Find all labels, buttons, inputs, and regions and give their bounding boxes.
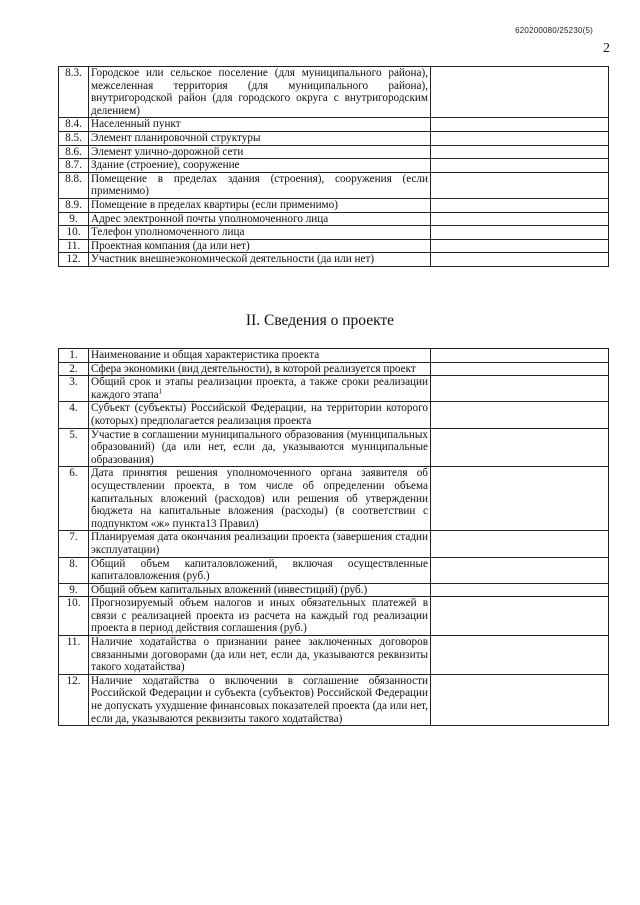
table-row (59, 597, 609, 636)
row-description-text: Элемент планировочной структуры (91, 131, 261, 144)
row-number: 8.7. (59, 159, 89, 173)
row-value-cell[interactable] (431, 131, 609, 145)
row-value-cell[interactable] (431, 145, 609, 159)
page-number: 2 (603, 41, 610, 56)
row-number: 8.8. (59, 172, 89, 198)
row-description (89, 172, 431, 198)
row-description (89, 159, 431, 173)
row-value-cell[interactable] (431, 349, 609, 363)
row-description-text: Наименование и общая характеристика проекта (91, 349, 320, 361)
project-details-table (58, 348, 609, 726)
row-description (89, 362, 431, 376)
row-number: 1. (59, 349, 89, 363)
row-description (89, 597, 431, 636)
row-number: 10. (59, 226, 89, 240)
row-number: 2. (59, 362, 89, 376)
document-code: 620200080/25230(5) (515, 26, 593, 35)
row-description-text: Общий срок и этапы реализации проекта, а также сроки реализации каждого этапа (91, 376, 428, 401)
table-row (59, 67, 609, 118)
table-row (59, 145, 609, 159)
table-row (59, 402, 609, 428)
row-description-text: Наличие ходатайства о признании ранее заключенных договоров связанными договорами (да или нет, если да, указываются реквизиты такого ходатайства) (91, 636, 428, 674)
row-value-cell[interactable] (431, 467, 609, 531)
table-row (59, 212, 609, 226)
row-description (89, 428, 431, 467)
table-row (59, 226, 609, 240)
row-description (89, 636, 431, 675)
row-description (89, 349, 431, 363)
row-number: 8.3. (59, 67, 89, 118)
row-description (89, 226, 431, 240)
row-value-cell[interactable] (431, 362, 609, 376)
table-row (59, 362, 609, 376)
row-number: 8.4. (59, 118, 89, 132)
table-row (59, 428, 609, 467)
row-number: 9. (59, 212, 89, 226)
row-value-cell[interactable] (431, 212, 609, 226)
table-row (59, 674, 609, 725)
row-description (89, 557, 431, 583)
row-number: 8.6. (59, 145, 89, 159)
row-description (89, 131, 431, 145)
row-description (89, 467, 431, 531)
row-description (89, 253, 431, 267)
table-row (59, 253, 609, 267)
row-description (89, 145, 431, 159)
row-description-text: Адрес электронной почты уполномоченного лица (91, 212, 329, 225)
row-value-cell[interactable] (431, 557, 609, 583)
row-value-cell[interactable] (431, 172, 609, 198)
row-value-cell[interactable] (431, 531, 609, 557)
row-number: 12. (59, 253, 89, 267)
row-description (89, 67, 431, 118)
row-description-text: Здание (строение), сооружение (91, 159, 240, 172)
row-value-cell[interactable] (431, 253, 609, 267)
table-row (59, 557, 609, 583)
table-row (59, 636, 609, 675)
row-description (89, 239, 431, 253)
row-value-cell[interactable] (431, 376, 609, 402)
row-number: 8.5. (59, 131, 89, 145)
row-description-text: Помещение в пределах здания (строения), сооружения (если применимо) (91, 172, 428, 198)
table-row (59, 118, 609, 132)
row-description (89, 212, 431, 226)
row-description-text: Участие в соглашении муниципального образования (муниципальных образований) (да или нет, если да, указываются муниципальные образования) (91, 428, 428, 466)
table-row (59, 131, 609, 145)
row-number: 6. (59, 467, 89, 531)
row-number: 11. (59, 239, 89, 253)
table-row (59, 239, 609, 253)
row-description (89, 402, 431, 428)
row-description (89, 118, 431, 132)
row-description-text: Городское или сельское поселение (для муниципального района), межселенная территория (для муниципального района), внутригородской район (для городского округа с внутригородским делением) (91, 67, 428, 117)
row-description-text: Сфера экономики (вид деятельности), в которой реализуется проект (91, 362, 416, 375)
table-row (59, 349, 609, 363)
row-description-text: Элемент улично-дорожной сети (91, 145, 244, 158)
row-value-cell[interactable] (431, 198, 609, 212)
table-row (59, 583, 609, 597)
row-value-cell[interactable] (431, 118, 609, 132)
row-value-cell[interactable] (431, 674, 609, 725)
row-description (89, 674, 431, 725)
row-value-cell[interactable] (431, 402, 609, 428)
row-number: 12. (59, 674, 89, 725)
row-description-text: Субъект (субъекты) Российской Федерации, на территории которого (которых) предполагается реализация проекта (91, 402, 428, 427)
row-description (89, 376, 431, 402)
row-description-text: Планируемая дата окончания реализации проекта (завершения стадии эксплуатации) (91, 531, 428, 556)
row-number: 11. (59, 636, 89, 675)
table-row (59, 159, 609, 173)
row-description-text: Помещение в пределах квартиры (если применимо) (91, 198, 338, 211)
row-number: 8. (59, 557, 89, 583)
table-row (59, 531, 609, 557)
row-number: 5. (59, 428, 89, 467)
row-description-text: Участник внешнеэкономической деятельности (да или нет) (91, 253, 375, 266)
section-heading: II. Сведения о проекте (245, 312, 395, 329)
row-description (89, 583, 431, 597)
row-value-cell[interactable] (431, 428, 609, 467)
row-number: 4. (59, 402, 89, 428)
row-description-text: Наличие ходатайства о включении в соглашение обязанности Российской Федерации и субъекта (субъектов) Российской Федерации не допускать ухудшение финансовых показателей проекта (да или нет, если да, указываются реквизиты такого ходатайства) (91, 674, 428, 725)
row-description-text: Общий объем капитальных вложений (инвестиций) (руб.) (91, 583, 368, 596)
row-description-text: Прогнозируемый объем налогов и иных обязательных платежей в связи с реализацией проекта из расчета на каждый год реализации проекта в период действия соглашения (руб.) (91, 597, 428, 635)
row-number: 10. (59, 597, 89, 636)
row-value-cell[interactable] (431, 597, 609, 636)
row-value-cell[interactable] (431, 636, 609, 675)
table-row (59, 376, 609, 402)
row-description-text: Населенный пункт (91, 118, 181, 131)
row-description-text: Общий объем капиталовложений, включая осуществленные капиталовложения (руб.) (91, 557, 428, 583)
row-description (89, 198, 431, 212)
row-description-text: Телефон уполномоченного лица (91, 226, 245, 239)
applicant-details-table (58, 66, 609, 267)
row-value-cell[interactable] (431, 239, 609, 253)
row-number: 8.9. (59, 198, 89, 212)
row-description-text: Дата принятия решения уполномоченного органа заявителя об осуществлении проекта, в том числе об определении объема капитальных вложений (расходов) или решения об утверждении бюджета на капитальные вложения (расходы) (в соответствии с подпунктом «ж» пункта13 Правил) (91, 467, 428, 530)
table-row (59, 467, 609, 531)
row-description (89, 531, 431, 557)
footnote-marker: 1 (158, 387, 163, 396)
table-row (59, 198, 609, 212)
row-value-cell[interactable] (431, 67, 609, 118)
row-value-cell[interactable] (431, 226, 609, 240)
row-number: 3. (59, 376, 89, 402)
row-number: 7. (59, 531, 89, 557)
row-value-cell[interactable] (431, 583, 609, 597)
row-description-text: Проектная компания (да или нет) (91, 239, 250, 252)
table-row (59, 172, 609, 198)
row-value-cell[interactable] (431, 159, 609, 173)
row-number: 9. (59, 583, 89, 597)
